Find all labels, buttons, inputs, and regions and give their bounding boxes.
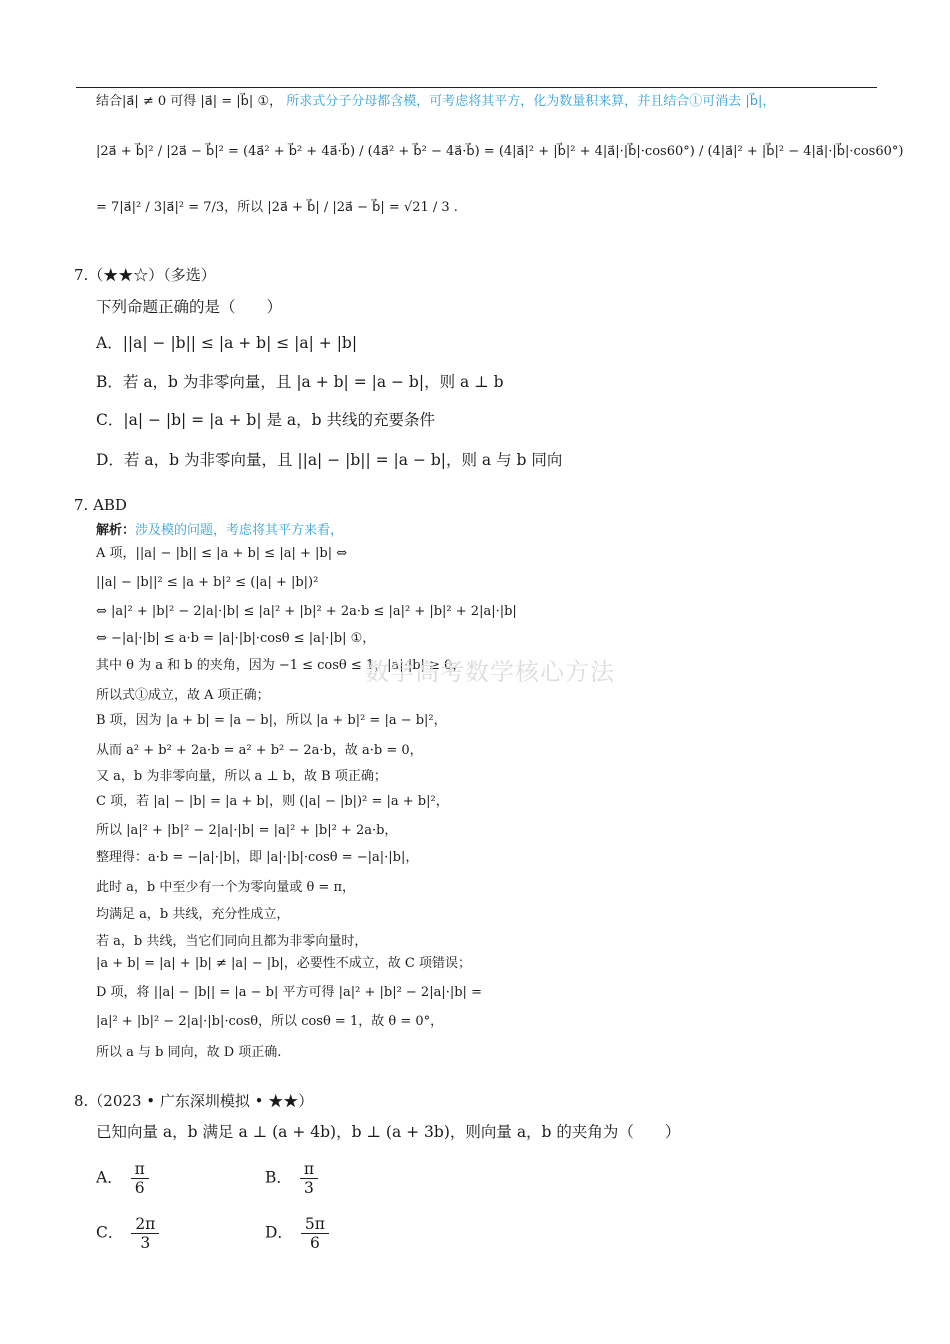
solution-line: 整理得：a·b = −|a|·|b|，即 |a|·|b|·cosθ = −|a|·|b|，: [96, 850, 419, 865]
solution-line: C 项，若 |a| − |b| = |a + b|，则 (|a| − |b|)² = |a + b|²，: [96, 794, 449, 809]
solution-line: ⇔ −|a|·|b| ≤ a·b = |a|·|b|·cosθ ≤ |a|·|b| ①，: [96, 631, 376, 646]
q7-option-b: B．若 a，b 为非零向量，且 |a + b| = |a − b|，则 a ⊥ b: [96, 373, 504, 391]
solution-line: 又 a，b 为非零向量，所以 a ⊥ b，故 B 项正确；: [96, 769, 387, 784]
solution-line: 此时 a，b 中至少有一个为零向量或 θ = π，: [96, 880, 355, 895]
option-fraction: [301, 1215, 329, 1252]
solution-line: B 项，因为 |a + b| = |a − b|，所以 |a + b|² = |a − b|²，: [96, 713, 447, 728]
q8-option-c: [96, 1215, 162, 1252]
solution-line: ||a| − |b||² ≤ |a + b|² ≤ (|a| + |b|)²: [96, 575, 319, 590]
fraction-numerator: 5π: [301, 1215, 329, 1234]
q7-option-c: C．|a| − |b| = |a + b| 是 a，b 共线的充要条件: [96, 411, 435, 429]
fraction-numerator: 2π: [131, 1215, 159, 1234]
solution-line: 所以 |a|² + |b|² − 2|a|·|b| = |a|² + |b|² + 2a·b，: [96, 823, 398, 838]
solution-line: A 项，||a| − |b|| ≤ |a + b| ≤ |a| + |b| ⇔: [96, 546, 348, 561]
solution-line: |a|² + |b|² − 2|a|·|b|·cosθ，所以 cosθ = 1，故 θ = 0°，: [96, 1014, 444, 1029]
q7-option-a: A．||a| − |b|| ≤ |a + b| ≤ |a| + |b|: [96, 334, 358, 352]
option-letter: A．: [96, 1168, 123, 1187]
q8-stem: 已知向量 a，b 满足 a ⊥ (a + 4b)，b ⊥ (a + 3b)，则向量 a，b 的夹角为（ ）: [96, 1123, 681, 1141]
fraction-denominator: 3: [140, 1234, 151, 1252]
solution-label: 解析：: [96, 523, 136, 538]
intro-hint: 所求式分子分母都含模，可考虑将其平方，化为数量积来算，并且结合①可消去 |b⃗|，: [286, 94, 776, 109]
solution-line: |a + b| = |a| + |b| ≠ |a| − |b|，必要性不成立，故 C 项错误；: [96, 956, 472, 971]
intro-line: [96, 92, 775, 112]
fraction-numerator: π: [300, 1160, 318, 1179]
solution-line: 若 a，b 共线，当它们同向且都为非零向量时，: [96, 934, 368, 949]
solution-line: ⇔ |a|² + |b|² − 2|a|·|b| ≤ |a|² + |b|² + 2a·b ≤ |a|² + |b|² + 2|a|·|b|: [96, 604, 517, 619]
intro-equation-2: = 7|a⃗|² / 3|a⃗|² = 7/3，所以 |2a⃗ + b⃗| / |2a⃗ − b⃗| = √21 / 3 .: [96, 200, 458, 215]
solution-line: 所以 a 与 b 同向，故 D 项正确.: [96, 1045, 282, 1060]
fraction-denominator: 6: [134, 1179, 145, 1197]
q7-solution-header: [96, 521, 343, 541]
watermark-text: 数学高考数学核心方法: [365, 658, 615, 686]
q7-stem: 下列命题正确的是（ ）: [96, 298, 283, 316]
q7-option-d: D．若 a，b 为非零向量，且 ||a| − |b|| = |a − b|，则 a 与 b 同向: [96, 451, 563, 469]
solution-hint: 涉及模的问题，考虑将其平方来看，: [135, 523, 344, 538]
fraction-numerator: π: [131, 1160, 149, 1179]
fraction-denominator: 6: [309, 1234, 320, 1252]
fraction-denominator: 3: [303, 1179, 314, 1197]
q7-answer: 7. ABD: [74, 496, 127, 514]
q8-option-b: [265, 1160, 321, 1197]
intro-equation-1: |2a⃗ + b⃗|² / |2a⃗ − b⃗|² = (4a⃗² + b⃗² + 4a⃗·b⃗) / (4a⃗² + b⃗² − 4a⃗·b⃗) = (4|a⃗|² + |b⃗|² + 4|a⃗|·|b⃗|·cos60°) / (4|a⃗|² + |b⃗|² − 4|a⃗|·|b⃗|·cos60°): [96, 144, 904, 159]
option-fraction: [131, 1160, 149, 1197]
option-letter: D．: [265, 1223, 293, 1242]
q8-title: 8.（2023 • 广东深圳模拟 • ★★）: [74, 1092, 314, 1110]
option-letter: B．: [265, 1168, 292, 1187]
solution-line: D 项，将 ||a| − |b|| = |a − b| 平方可得 |a|² + |b|² − 2|a|·|b| =: [96, 985, 482, 1000]
q7-title: 7.（★★☆）（多选）: [74, 266, 216, 284]
q8-option-a: [96, 1160, 152, 1197]
solution-line: 所以式①成立，故 A 项正确；: [96, 688, 270, 703]
solution-line: 其中 θ 为 a 和 b 的夹角，因为 −1 ≤ cosθ ≤ 1，|a|·|b| ≥ 0，: [96, 658, 466, 673]
intro-text: 结合|a⃗| ≠ 0 可得 |a⃗| = |b⃗| ①，: [96, 94, 283, 109]
solution-line: 均满足 a，b 共线，充分性成立，: [96, 907, 290, 922]
q8-option-d: [265, 1215, 332, 1252]
option-fraction: [300, 1160, 318, 1197]
option-fraction: [131, 1215, 159, 1252]
option-letter: C．: [96, 1223, 124, 1242]
solution-line: 从而 a² + b² + 2a·b = a² + b² − 2a·b，故 a·b = 0，: [96, 743, 423, 758]
top-rule: [76, 87, 877, 88]
